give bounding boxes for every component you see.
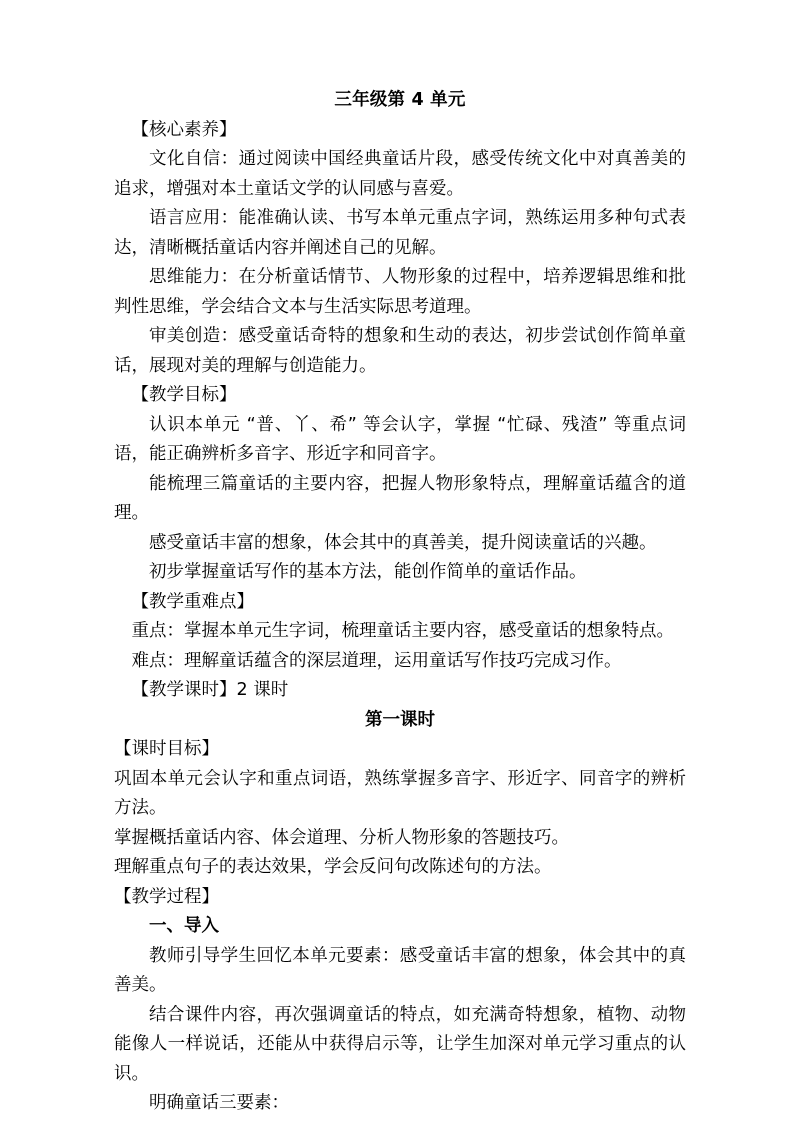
teaching-goal-1: 认识本单元 “普、丫、希” 等会认字，掌握 “忙碌、残渣” 等重点词语，能正确辨析多音字、形近字和同音字。 bbox=[114, 414, 686, 464]
page-title: 三年级第 4 单元 bbox=[334, 90, 466, 110]
lesson-objective-1: 巩固本单元会认字和重点词语，熟练掌握多音字、形近字、同音字的辨析方法。 bbox=[114, 768, 686, 818]
key-point: 重点：掌握本单元生字词，梳理童话主要内容，感受童话的想象特点。 bbox=[131, 621, 674, 641]
document-page bbox=[114, 86, 686, 1119]
step-one-para-2: 结合课件内容，再次强调童话的特点，如充满奇特想象，植物、动物能像人一样说话，还能从中获得启示等，让学生加深对单元学习重点的认识。 bbox=[114, 1004, 686, 1084]
difficult-point: 难点：理解童话蕴含的深层道理，运用童话写作技巧完成习作。 bbox=[131, 650, 622, 671]
core-literacy-aesthetic: 审美创造：感受童话奇特的想象和生动的表达，初步尝试创作简单童话，展现对美的理解与创造能力。 bbox=[114, 326, 686, 376]
core-literacy-thinking: 思维能力：在分析童话情节、人物形象的过程中，培养逻辑思维和批判性思维，学会结合文本与生活实际思考道理。 bbox=[114, 267, 686, 317]
step-one-heading: 一、导入 bbox=[149, 916, 219, 936]
teaching-goal-4: 初步掌握童话写作的基本方法，能创作简单的童话作品。 bbox=[149, 562, 587, 582]
lesson-objective-2: 掌握概括童话内容、体会道理、分析人物形象的答题技巧。 bbox=[114, 827, 569, 848]
key-difficulty-heading: 【教学重难点】 bbox=[131, 591, 254, 612]
teaching-goal-3: 感受童话丰富的想象，体会其中的真善美，提升阅读童话的兴趣。 bbox=[149, 532, 657, 553]
teaching-process-heading: 【教学过程】 bbox=[114, 886, 219, 907]
step-one-para-3: 明确童话三要素： bbox=[149, 1093, 289, 1113]
lesson-objectives-heading: 【课时目标】 bbox=[114, 739, 219, 759]
core-literacy-language: 语言应用：能准确认读、书写本单元重点字词，熟练运用多种句式表达，清晰概括童话内容并阐述自己的见解。 bbox=[114, 208, 686, 258]
step-one-para-1: 教师引导学生回忆本单元要素：感受童话丰富的想象，体会其中的真善美。 bbox=[114, 945, 686, 995]
teaching-goal-2: 能梳理三篇童话的主要内容，把握人物形象特点，理解童话蕴含的道理。 bbox=[114, 473, 686, 523]
core-literacy-culture: 文化自信：通过阅读中国经典童话片段，感受传统文化中对真善美的追求，增强对本土童话文学的认同感与喜爱。 bbox=[114, 149, 686, 199]
lesson-objective-3: 理解重点句子的表达效果，学会反问句改陈述句的方法。 bbox=[114, 857, 552, 877]
core-literacy-heading: 【核心素养】 bbox=[131, 119, 237, 140]
class-hours: 【教学课时】2 课时 bbox=[131, 680, 289, 700]
teaching-goals-heading: 【教学目标】 bbox=[131, 385, 237, 405]
lesson-one-heading: 第一课时 bbox=[365, 709, 435, 730]
